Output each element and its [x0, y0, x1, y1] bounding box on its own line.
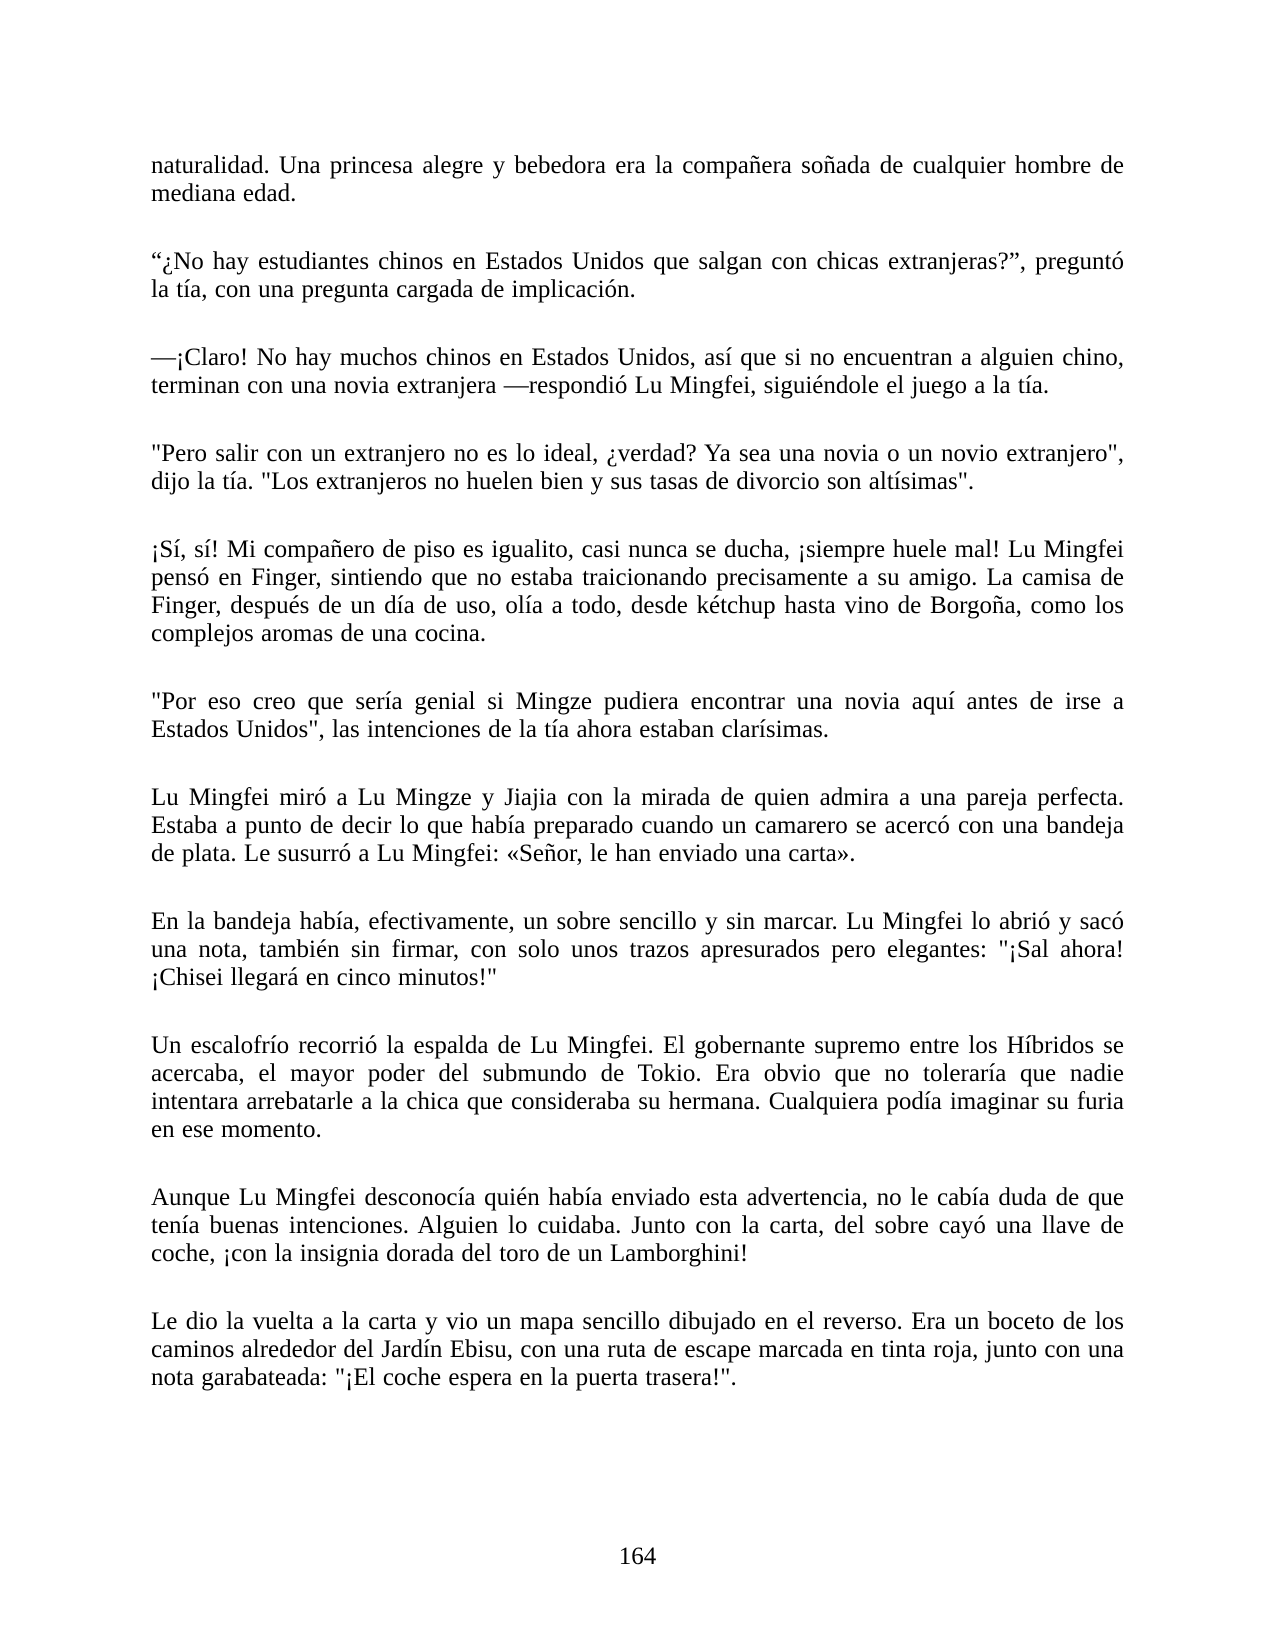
paragraph: Le dio la vuelta a la carta y vio un mapa sencillo dibujado en el reverso. Era un boceto de los caminos alrededor del Jardín Ebisu, con una ruta de escape marcada en tinta roja, junto con una nota garabateada: "¡El coche espera en la puerta trasera!".: [151, 1308, 1124, 1391]
page-number: 164: [618, 1543, 657, 1570]
paragraph: Aunque Lu Mingfei desconocía quién había enviado esta advertencia, no le cabía duda de que tenía buenas intenciones. Alguien lo cuidaba. Junto con la carta, del sobre cayó una llave de coche, ¡con la insignia dorada del toro de un Lamborghini!: [151, 1184, 1124, 1267]
paragraph: "Pero salir con un extranjero no es lo ideal, ¿verdad? Ya sea una novia o un novio extranjero", dijo la tía. "Los extranjeros no huelen bien y sus tasas de divorcio son altísimas".: [151, 440, 1124, 495]
paragraph: naturalidad. Una princesa alegre y bebedora era la compañera soñada de cualquier hombre de mediana edad.: [151, 152, 1124, 207]
paragraph: “¿No hay estudiantes chinos en Estados Unidos que salgan con chicas extranjeras?”, preguntó la tía, con una pregunta cargada de implicación.: [151, 248, 1124, 303]
text-body: [151, 152, 1124, 1432]
paragraph: Un escalofrío recorrió la espalda de Lu Mingfei. El gobernante supremo entre los Híbridos se acercaba, el mayor poder del submundo de Tokio. Era obvio que no toleraría que nadie intentara arrebatarle a la chica que consideraba su hermana. Cualquiera podía imaginar su furia en ese momento.: [151, 1032, 1124, 1143]
paragraph: ¡Sí, sí! Mi compañero de piso es igualito, casi nunca se ducha, ¡siempre huele mal! Lu Mingfei pensó en Finger, sintiendo que no estaba traicionando precisamente a su amigo. La camisa de Finger, después de un día de uso, olía a todo, desde kétchup hasta vino de Borgoña, como los complejos aromas de una cocina.: [151, 536, 1124, 647]
paragraph: En la bandeja había, efectivamente, un sobre sencillo y sin marcar. Lu Mingfei lo abrió y sacó una nota, también sin firmar, con solo unos trazos apresurados pero elegantes: "¡Sal ahora! ¡Chisei llegará en cinco minutos!": [151, 908, 1124, 991]
paragraph: Lu Mingfei miró a Lu Mingze y Jiajia con la mirada de quien admira a una pareja perfecta. Estaba a punto de decir lo que había preparado cuando un camarero se acercó con una bandeja de plata. Le susurró a Lu Mingfei: «Señor, le han enviado una carta».: [151, 784, 1124, 867]
paragraph: —¡Claro! No hay muchos chinos en Estados Unidos, así que si no encuentran a alguien chino, terminan con una novia extranjera —respondió Lu Mingfei, siguiéndole el juego a la tía.: [151, 344, 1124, 399]
paragraph: "Por eso creo que sería genial si Mingze pudiera encontrar una novia aquí antes de irse a Estados Unidos", las intenciones de la tía ahora estaban clarísimas.: [151, 688, 1124, 743]
